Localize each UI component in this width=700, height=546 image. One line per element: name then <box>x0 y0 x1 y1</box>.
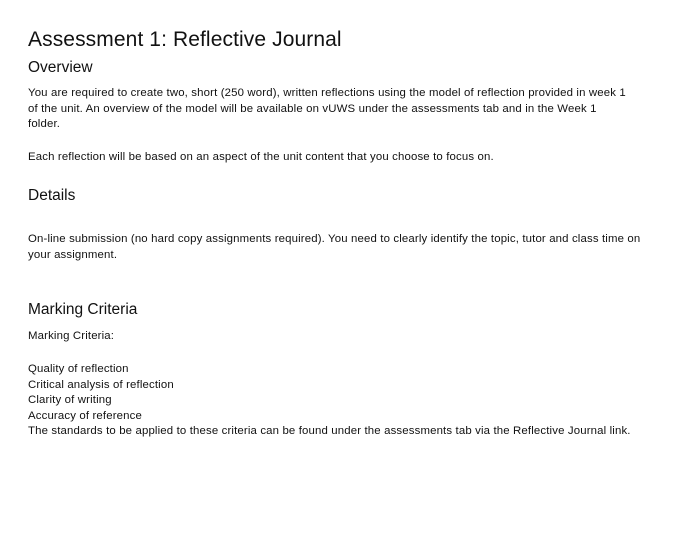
list-item: Critical analysis of reflection <box>28 378 174 391</box>
marking-criteria-heading: Marking Criteria <box>28 301 138 318</box>
overview-heading: Overview <box>28 59 93 76</box>
list-item: Quality of reflection <box>28 363 129 375</box>
details-paragraph: On-line submission (no hard copy assignments required). You need to clearly identify the topic, tutor and class time on your assignment. <box>28 233 641 261</box>
marking-criteria-label: Marking Criteria: <box>28 330 115 342</box>
overview-paragraph-1: You are required to create two, short (250 word), written reflections using the model of reflection provided in week 1 of the unit. An overview of the model will be available on vUWS under the assessments tab and in the Week 1 folder. <box>28 87 626 130</box>
list-item: Accuracy of reference <box>28 409 142 422</box>
overview-paragraph-2: Each reflection will be based on an aspect of the unit content that you choose to focus on. <box>28 151 494 163</box>
details-heading: Details <box>28 187 76 204</box>
criteria-list <box>28 362 678 440</box>
page-title: Assessment 1: Reflective Journal <box>28 28 342 51</box>
list-item: Clarity of writing <box>28 394 112 407</box>
standards-note: The standards to be applied to these criteria can be found under the assessments tab via the Reflective Journal link. <box>28 425 631 438</box>
